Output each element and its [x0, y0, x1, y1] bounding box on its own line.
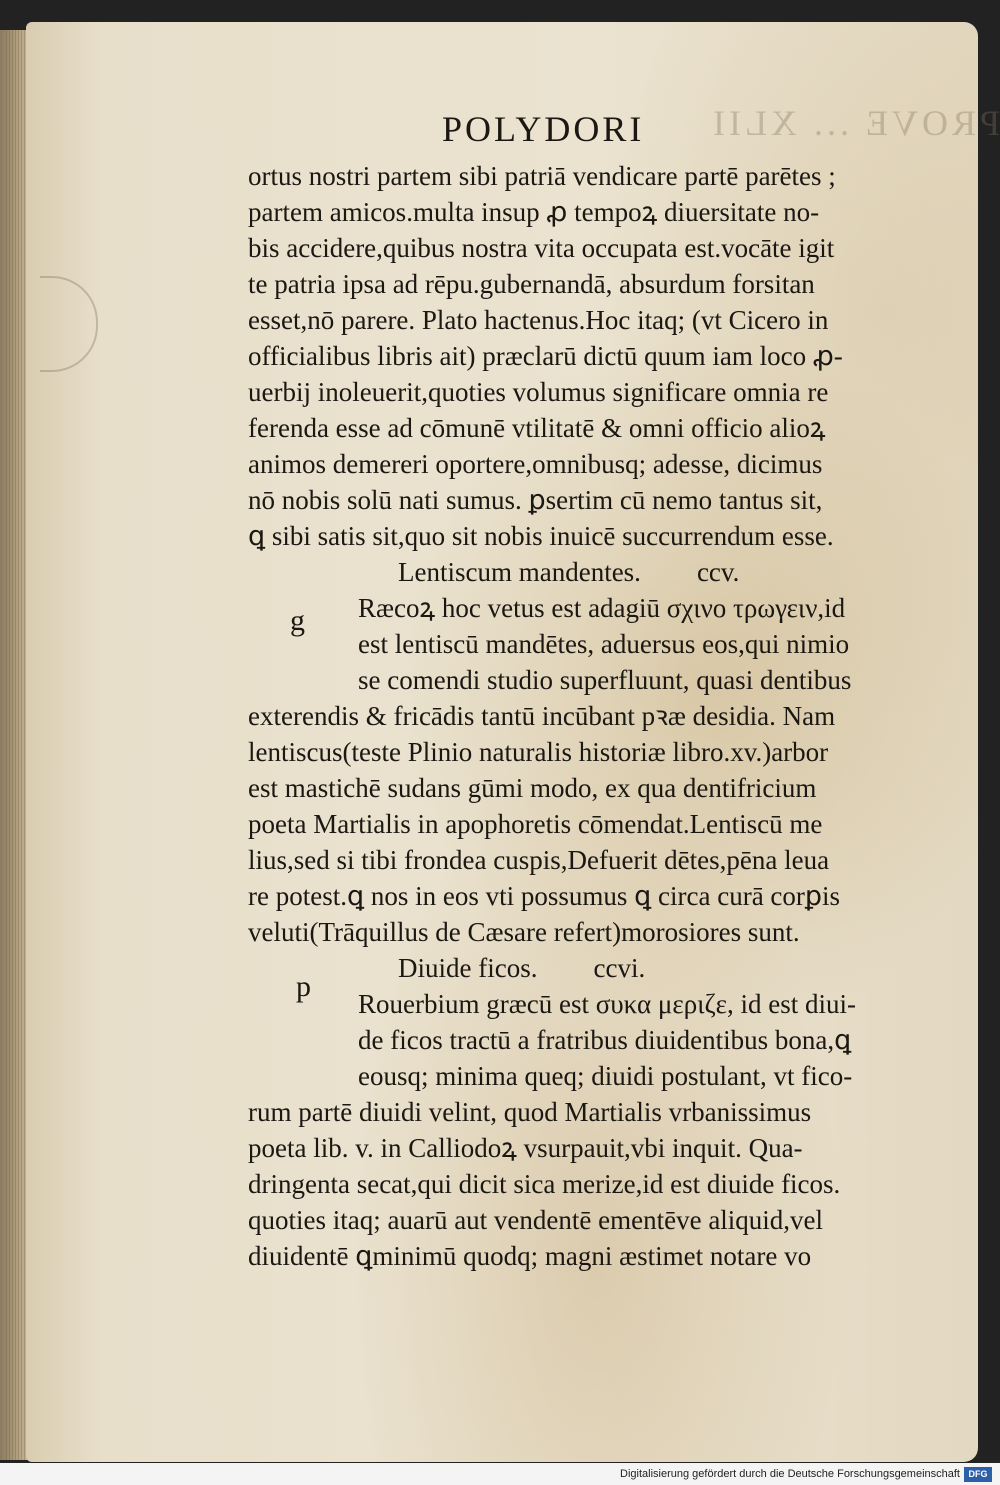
adage-title: Lentiscum mandentes.	[398, 557, 641, 587]
adage-number: ccvi.	[593, 953, 646, 983]
footer-credit: Digitalisierung gefördert durch die Deutsche Forschungsgemeinschaft	[620, 1468, 960, 1480]
page-text	[248, 158, 928, 1274]
digitization-footer	[0, 1463, 1000, 1485]
text-line: animos demereri oportere,omnibusq; adesse, dicimus	[248, 449, 823, 479]
bleed-through-text: PROVE ... XLII	[709, 103, 1000, 143]
text-line: lentiscus(teste Plinio naturalis historiæ libro.xv.)arbor	[248, 737, 829, 767]
text-line: poeta Martialis in apophoretis cōmendat.Lentiscū me	[248, 809, 823, 839]
text-line: nō nobis solū nati sumus. ꝑsertim cū nemo tantus sit,	[248, 485, 823, 515]
adage-heading	[248, 554, 928, 590]
adage-heading	[248, 950, 928, 986]
text-line: exterendis & fricādis tantū incūbant pꝛæ desidia. Nam	[248, 701, 836, 731]
text-line: Ræcoꝝ hoc vetus est adagiū σχινο τρωγειν,id	[358, 593, 846, 623]
text-line: de ficos tractū a fratribus diuidentibus bona,ꝗ	[358, 1025, 852, 1055]
text-line: ꝗ sibi satis sit,quo sit nobis inuicē succurrendum esse.	[248, 521, 834, 551]
running-head: POLYDORI	[442, 109, 645, 149]
text-line: officialibus libris ait) præclarū dictū quum iam loco ꝓ-	[248, 341, 843, 371]
text-line: esset,nō parere. Plato hactenus.Hoc itaq; (vt Cicero in	[248, 305, 829, 335]
text-line: eousq; minima queq; diuidi postulant, vt fico-	[358, 1061, 853, 1091]
dfg-logo: DFG	[964, 1467, 992, 1482]
text-line: veluti(Trāquillus de Cæsare refert)morosiores sunt.	[248, 917, 800, 947]
text-line: uerbij inoleuerit,quoties volumus significare omnia re	[248, 377, 829, 407]
bookmark-tab-shadow	[40, 276, 98, 372]
text-line: ferenda esse ad cōmunē vtilitatē & omni officio alioꝝ	[248, 413, 826, 443]
text-line: diuidentē ꝗminimū quodq; magni æstimet notare vo	[248, 1241, 812, 1271]
text-line: re potest.ꝗ nos in eos vti possumus ꝗ circa curā corꝑis	[248, 881, 841, 911]
text-line: rum partē diuidi velint, quod Martialis vrbanissimus	[248, 1097, 812, 1127]
text-line: te patria ipsa ad rēpu.gubernandā, absurdum forsitan	[248, 269, 815, 299]
adage-title: Diuide ficos.	[398, 953, 538, 983]
text-line: Rouerbium græcū est συκα μεριζε, id est diui-	[358, 989, 856, 1019]
text-line: poeta lib. v. in Calliodoꝝ vsurpauit,vbi inquit. Qua-	[248, 1133, 803, 1163]
text-line: est lentiscū mandētes, aduersus eos,qui nimio	[358, 629, 850, 659]
text-line: ortus nostri partem sibi patriā vendicare partē parētes ;	[248, 161, 836, 191]
text-line: lius,sed si tibi frondea cuspis,Defuerit dētes,pēna leua	[248, 845, 830, 875]
text-line: se comendi studio superfluunt, quasi dentibus	[358, 665, 852, 695]
text-line: quoties itaq; auarū aut vendentē ementēve aliquid,vel	[248, 1205, 824, 1235]
text-line: partem amicos.multa insup ꝓ tempoꝝ diuersitate no-	[248, 197, 820, 227]
text-line: bis accidere,quibus nostra vita occupata est.vocāte igit	[248, 233, 835, 263]
initial-guide-letter: g	[290, 604, 305, 637]
text-line: est mastichē sudans gūmi modo, ex qua dentifricium	[248, 773, 817, 803]
adage-number: ccv.	[696, 557, 740, 587]
initial-guide-letter: p	[296, 970, 311, 1003]
text-line: dringenta secat,qui dicit sica merize,id est diuide ficos.	[248, 1169, 841, 1199]
